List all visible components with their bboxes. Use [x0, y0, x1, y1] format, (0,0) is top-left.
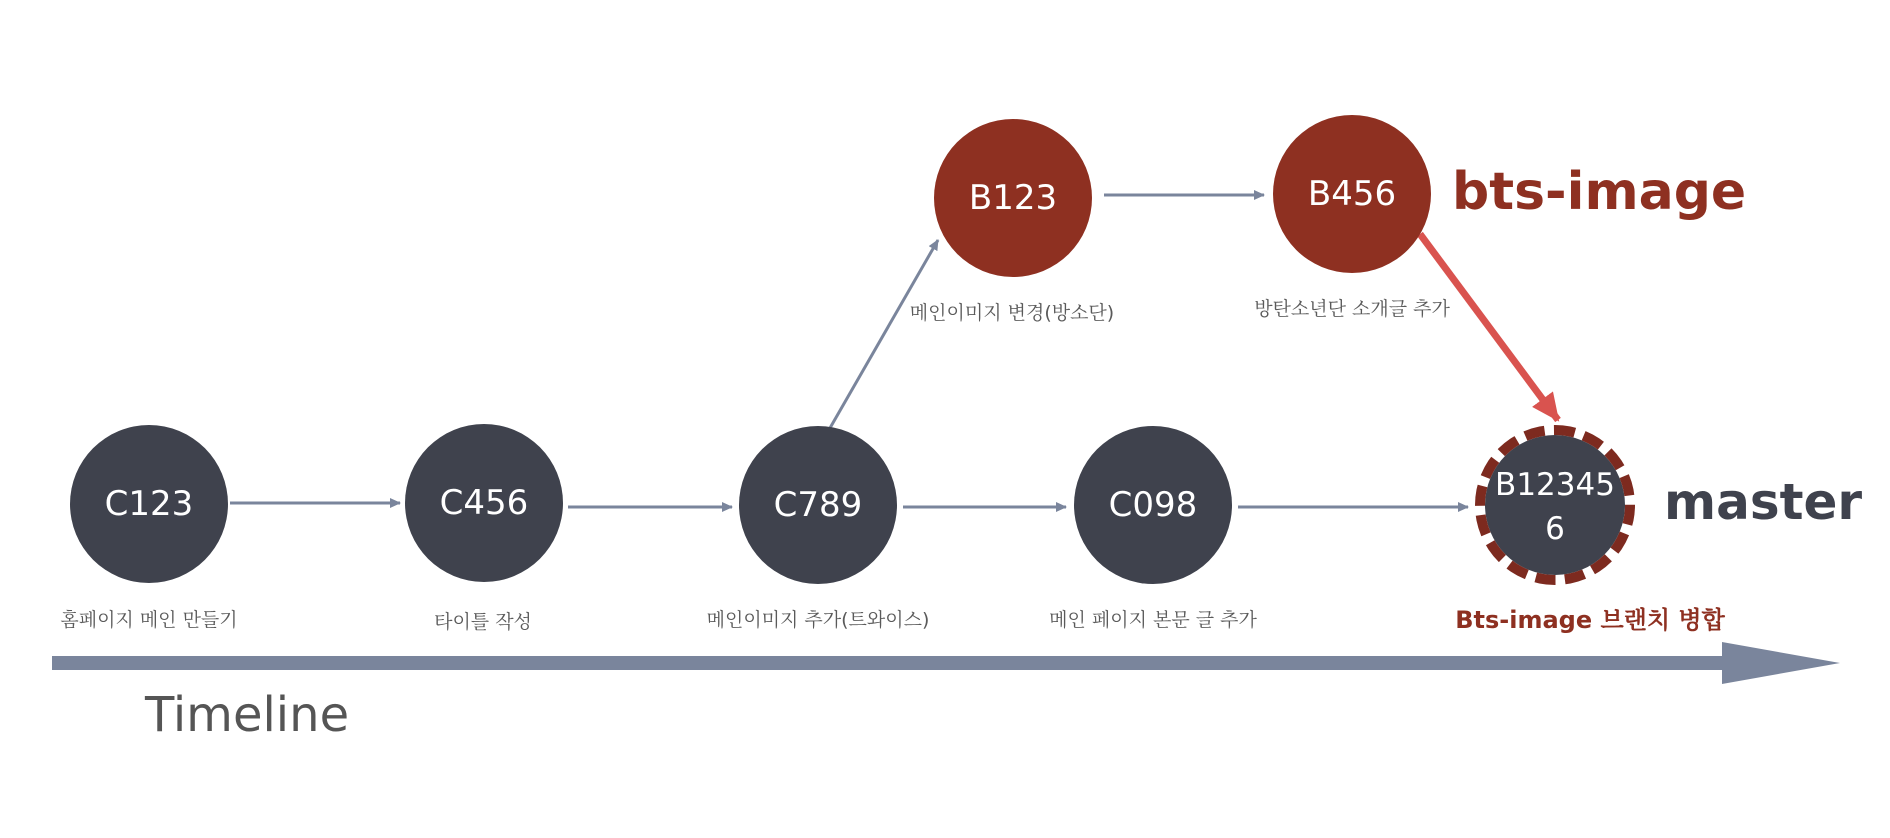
commit-node-c789[interactable] — [739, 426, 897, 584]
commit-caption-merge: Bts-image 브랜치 병합 — [1455, 606, 1725, 634]
commit-node-c098[interactable] — [1074, 426, 1232, 584]
commit-node-c123[interactable] — [70, 425, 228, 583]
commit-label: C789 — [773, 485, 863, 525]
commit-caption-c789: 메인이미지 추가(트와이스) — [706, 609, 930, 631]
commit-label-line1: B12345 — [1495, 467, 1615, 503]
commit-caption-b456: 방탄소년단 소개글 추가 — [1254, 298, 1450, 320]
commit-caption-b123: 메인이미지 변경(방소단) — [909, 302, 1115, 324]
branch-label-master: master — [1664, 473, 1863, 531]
commit-node-c456[interactable] — [405, 424, 563, 582]
commit-caption-c123: 홈페이지 메인 만들기 — [60, 609, 238, 631]
arrow-c789-to-b123 — [830, 240, 938, 428]
commit-label: B123 — [968, 178, 1058, 218]
branch-label-bts-image: bts-image — [1452, 162, 1747, 222]
commit-node-merge[interactable] — [1475, 425, 1635, 585]
commit-label-line2: 6 — [1545, 511, 1565, 547]
commit-label: C123 — [104, 484, 194, 524]
timeline-arrowhead — [1722, 642, 1840, 684]
commit-node-b123[interactable] — [934, 119, 1092, 277]
commit-label: C456 — [439, 483, 529, 523]
commit-node-b456[interactable] — [1273, 115, 1431, 273]
commit-label: C098 — [1108, 485, 1198, 525]
merge-arrow-b456-to-merge — [1420, 234, 1558, 420]
commit-label: B456 — [1307, 174, 1397, 214]
commit-caption-c098: 메인 페이지 본문 글 추가 — [1049, 609, 1257, 631]
commit-caption-c456: 타이틀 작성 — [434, 611, 532, 633]
timeline-bar — [52, 656, 1732, 670]
timeline-label: Timeline — [145, 687, 350, 743]
